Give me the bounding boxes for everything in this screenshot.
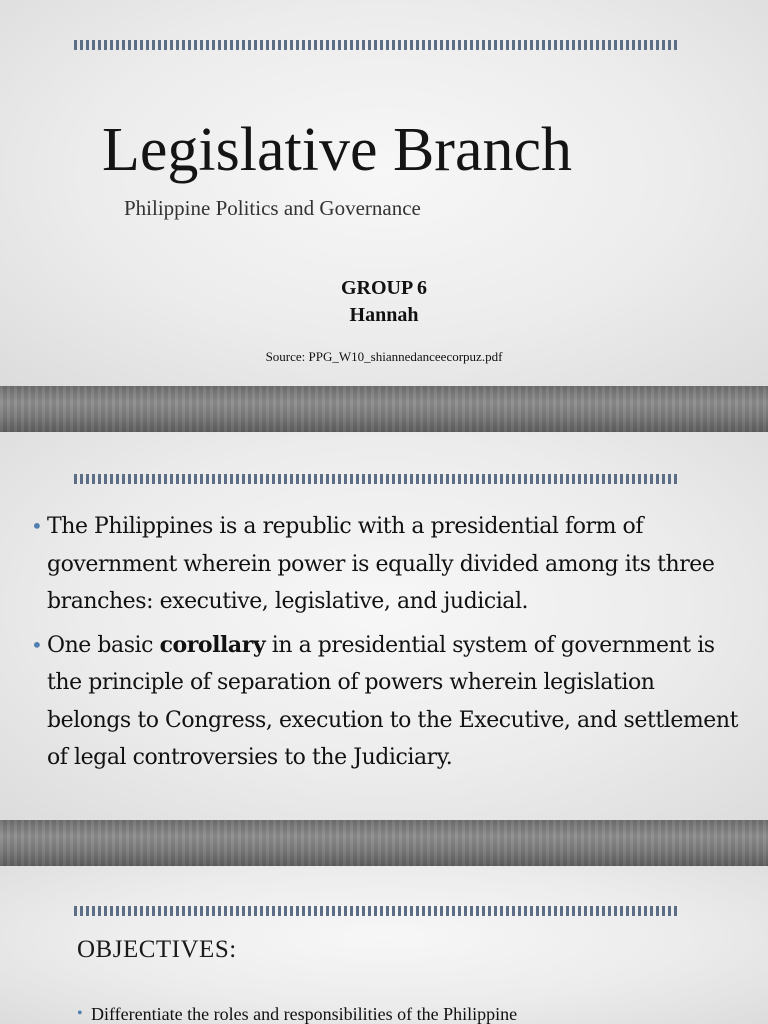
group-block bbox=[0, 275, 768, 329]
bullet-icon: • bbox=[31, 514, 43, 538]
objectives-slide bbox=[0, 866, 768, 1024]
bullet-text-end: in a presidential system of government is the principle of separation of powers wherein legislation belongs to Congress, execution to the Executive, and settlement of legal controversies to the Judiciary. bbox=[47, 632, 738, 770]
objective-text: Differentiate the roles and responsibilities of the Philippine bbox=[91, 1004, 518, 1024]
bullet-icon: • bbox=[77, 1005, 83, 1022]
bold-term: corollary bbox=[159, 631, 266, 658]
bullet-icon: • bbox=[31, 632, 43, 657]
group-label: GROUP 6 bbox=[340, 277, 428, 299]
bullet-item bbox=[31, 627, 744, 777]
bullet-list bbox=[31, 508, 744, 783]
title-slide bbox=[0, 0, 768, 386]
bullet-item bbox=[31, 508, 744, 621]
decorative-hatch-bar bbox=[74, 40, 677, 50]
slide-separator bbox=[0, 820, 768, 866]
slide-separator bbox=[0, 386, 768, 432]
slide-title: Legislative Branch bbox=[102, 116, 572, 184]
bullet-text-start: One basic bbox=[47, 632, 160, 658]
decorative-hatch-bar bbox=[74, 474, 677, 484]
decorative-hatch-bar bbox=[74, 906, 677, 916]
objective-item bbox=[77, 1002, 757, 1024]
presenter-name: Hannah bbox=[349, 304, 419, 326]
slide-subtitle: Philippine Politics and Governance bbox=[124, 196, 421, 220]
source-note: Source: PPG_W10_shiannedanceecorpuz.pdf bbox=[265, 349, 503, 364]
objectives-list bbox=[77, 1002, 757, 1024]
objectives-heading: OBJECTIVES: bbox=[77, 936, 237, 963]
content-slide bbox=[0, 432, 768, 820]
bullet-text: The Philippines is a republic with a presidential form of government wherein power is equally divided among its three branches: executive, legislative, and judicial. bbox=[47, 514, 715, 614]
